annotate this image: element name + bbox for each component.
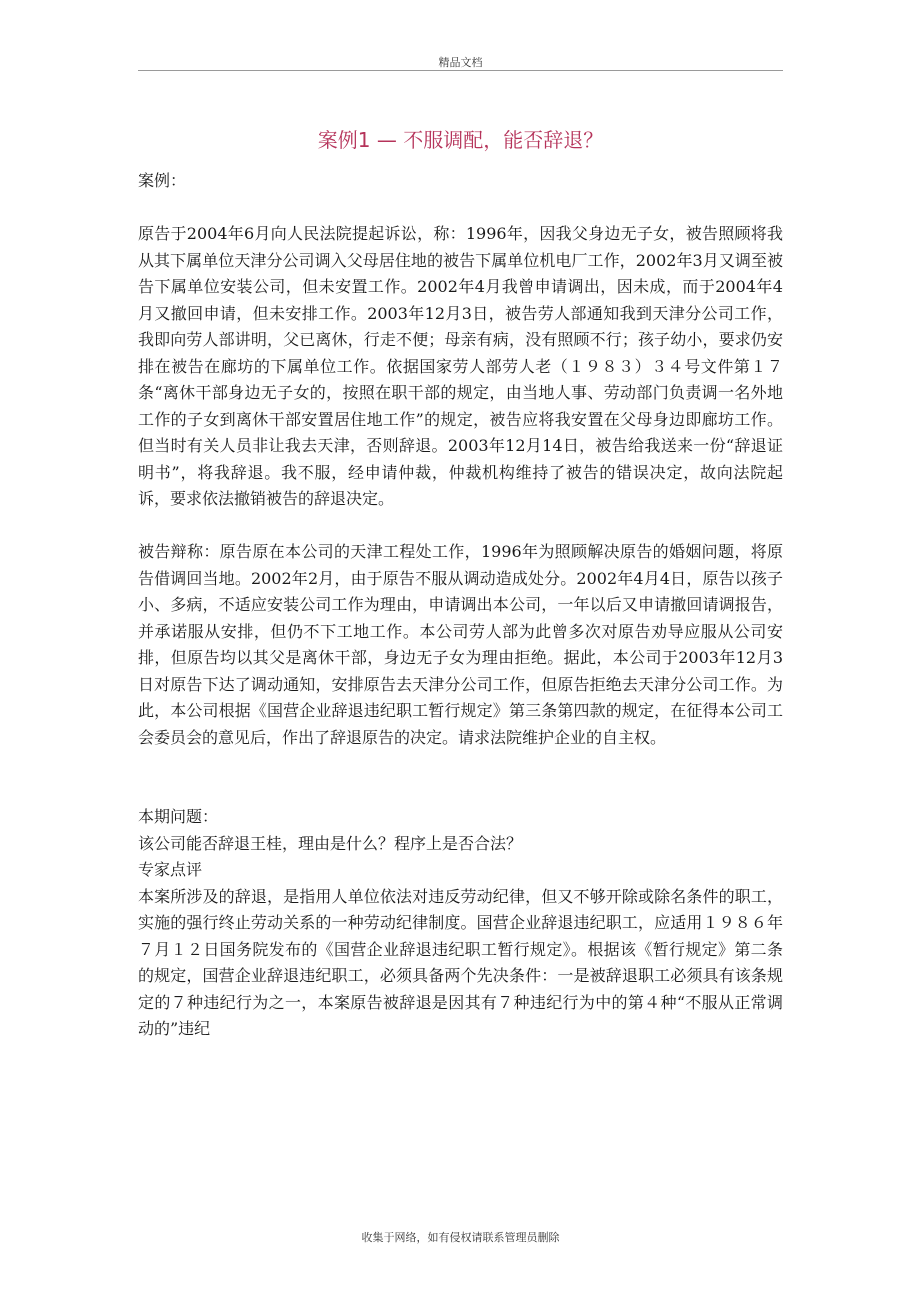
paragraph-gap [138,751,783,804]
defendant-defense-paragraph: 被告辩称：原告原在本公司的天津工程处工作，1996年为照顾解决原告的婚姻问题，将原告借调回当地。2002年2月，由于原告不服从调动造成处分。2002年4月4日，原告以孩子小、多病，不适应安装公司工作为理由，申请调出本公司，一年以后又申请撤回请调报告，并承诺服从安排，但仍不下工地工作。本公司劳人部为此曾多次对原告劝导应服从公司安排，但原告均以其父是离休干部，身边无子女为理由拒绝。据此，本公司于2003年12月3日对原告下达了调动通知，安排原告去天津分公司工作，但原告拒绝去天津分公司工作。为此，本公司根据《国营企业辞退违纪职工暂行规定》第三条第四款的规定，在征得本公司工会委员会的意见后，作出了辞退原告的决定。请求法院维护企业的自主权。 [138,542,783,747]
paragraph-gap [138,513,783,540]
page-footer: 收集于网络，如有侵权请联系管理员删除 [361,1231,560,1244]
plaintiff-claim-paragraph: 原告于2004年6月向人民法院提起诉讼，称：1996年，因我父身边无子女，被告照顾将我从其下属单位天津分公司调入父母居住地的被告下属单位机电厂工作，2002年3月又调至被告下属单位安装公司，但未安置工作。2002年4月我曾申请调出，因未成，而于2004年4月又撤回申请，但未安排工作。2003年12月3日，被告劳人部通知我到天津分公司工作，我即向劳人部讲明，父已离休，行走不便；母亲有病，没有照顾不行；孩子幼小，要求仍安排在被告在廊坊的下属单位工作。依据国家劳人部劳人老（１９８３）３４号文件第１７条“离休干部身边无子女的，按照在职干部的规定，由当地人事、劳动部门负责调一名外地工作的子女到离休干部安置居住地工作”的规定，被告应将我安置在父母身边即廊坊工作。但当时有关人员非让我去天津，否则辞退。2003年12月14日，被告给我送来一份“辞退证明书”，将我辞退。我不服，经申请仲裁，仲裁机构维持了被告的错误决定，故向法院起诉，要求依法撤销被告的辞退决定。 [138,224,783,508]
issue-label: 本期问题： [138,807,219,826]
header-divider [138,70,783,71]
issue-question: 该公司能否辞退王桂，理由是什么？程序上是否合法？ [138,833,523,853]
document-title: 案例1 — 不服调配，能否辞退？ [317,128,604,152]
expert-comment-paragraph: 本案所涉及的辞退，是指用人单位依法对违反劳动纪律，但又不够开除或除名条件的职工，实施的强行终止劳动关系的一种劳动纪律制度。国营企业辞退违纪职工，应适用１９８６年７月１２日国务院发布的《国营企业辞退违纪职工暂行规定》。根据该《暂行规定》第二条的规定，国营企业辞退违纪职工，必须具备两个先决条件：一是被辞退职工必须具有该条规定的７种违纪行为之一，本案原告被辞退是因其有７种违纪行为中的第４种“不服从正常调动的”违纪 [138,886,783,1038]
case-label: 案例： [138,171,187,190]
paragraph-gap [138,195,783,222]
document-body [138,168,783,1043]
expert-label: 专家点评 [138,860,203,879]
page-header: 精品文档 [438,56,483,69]
